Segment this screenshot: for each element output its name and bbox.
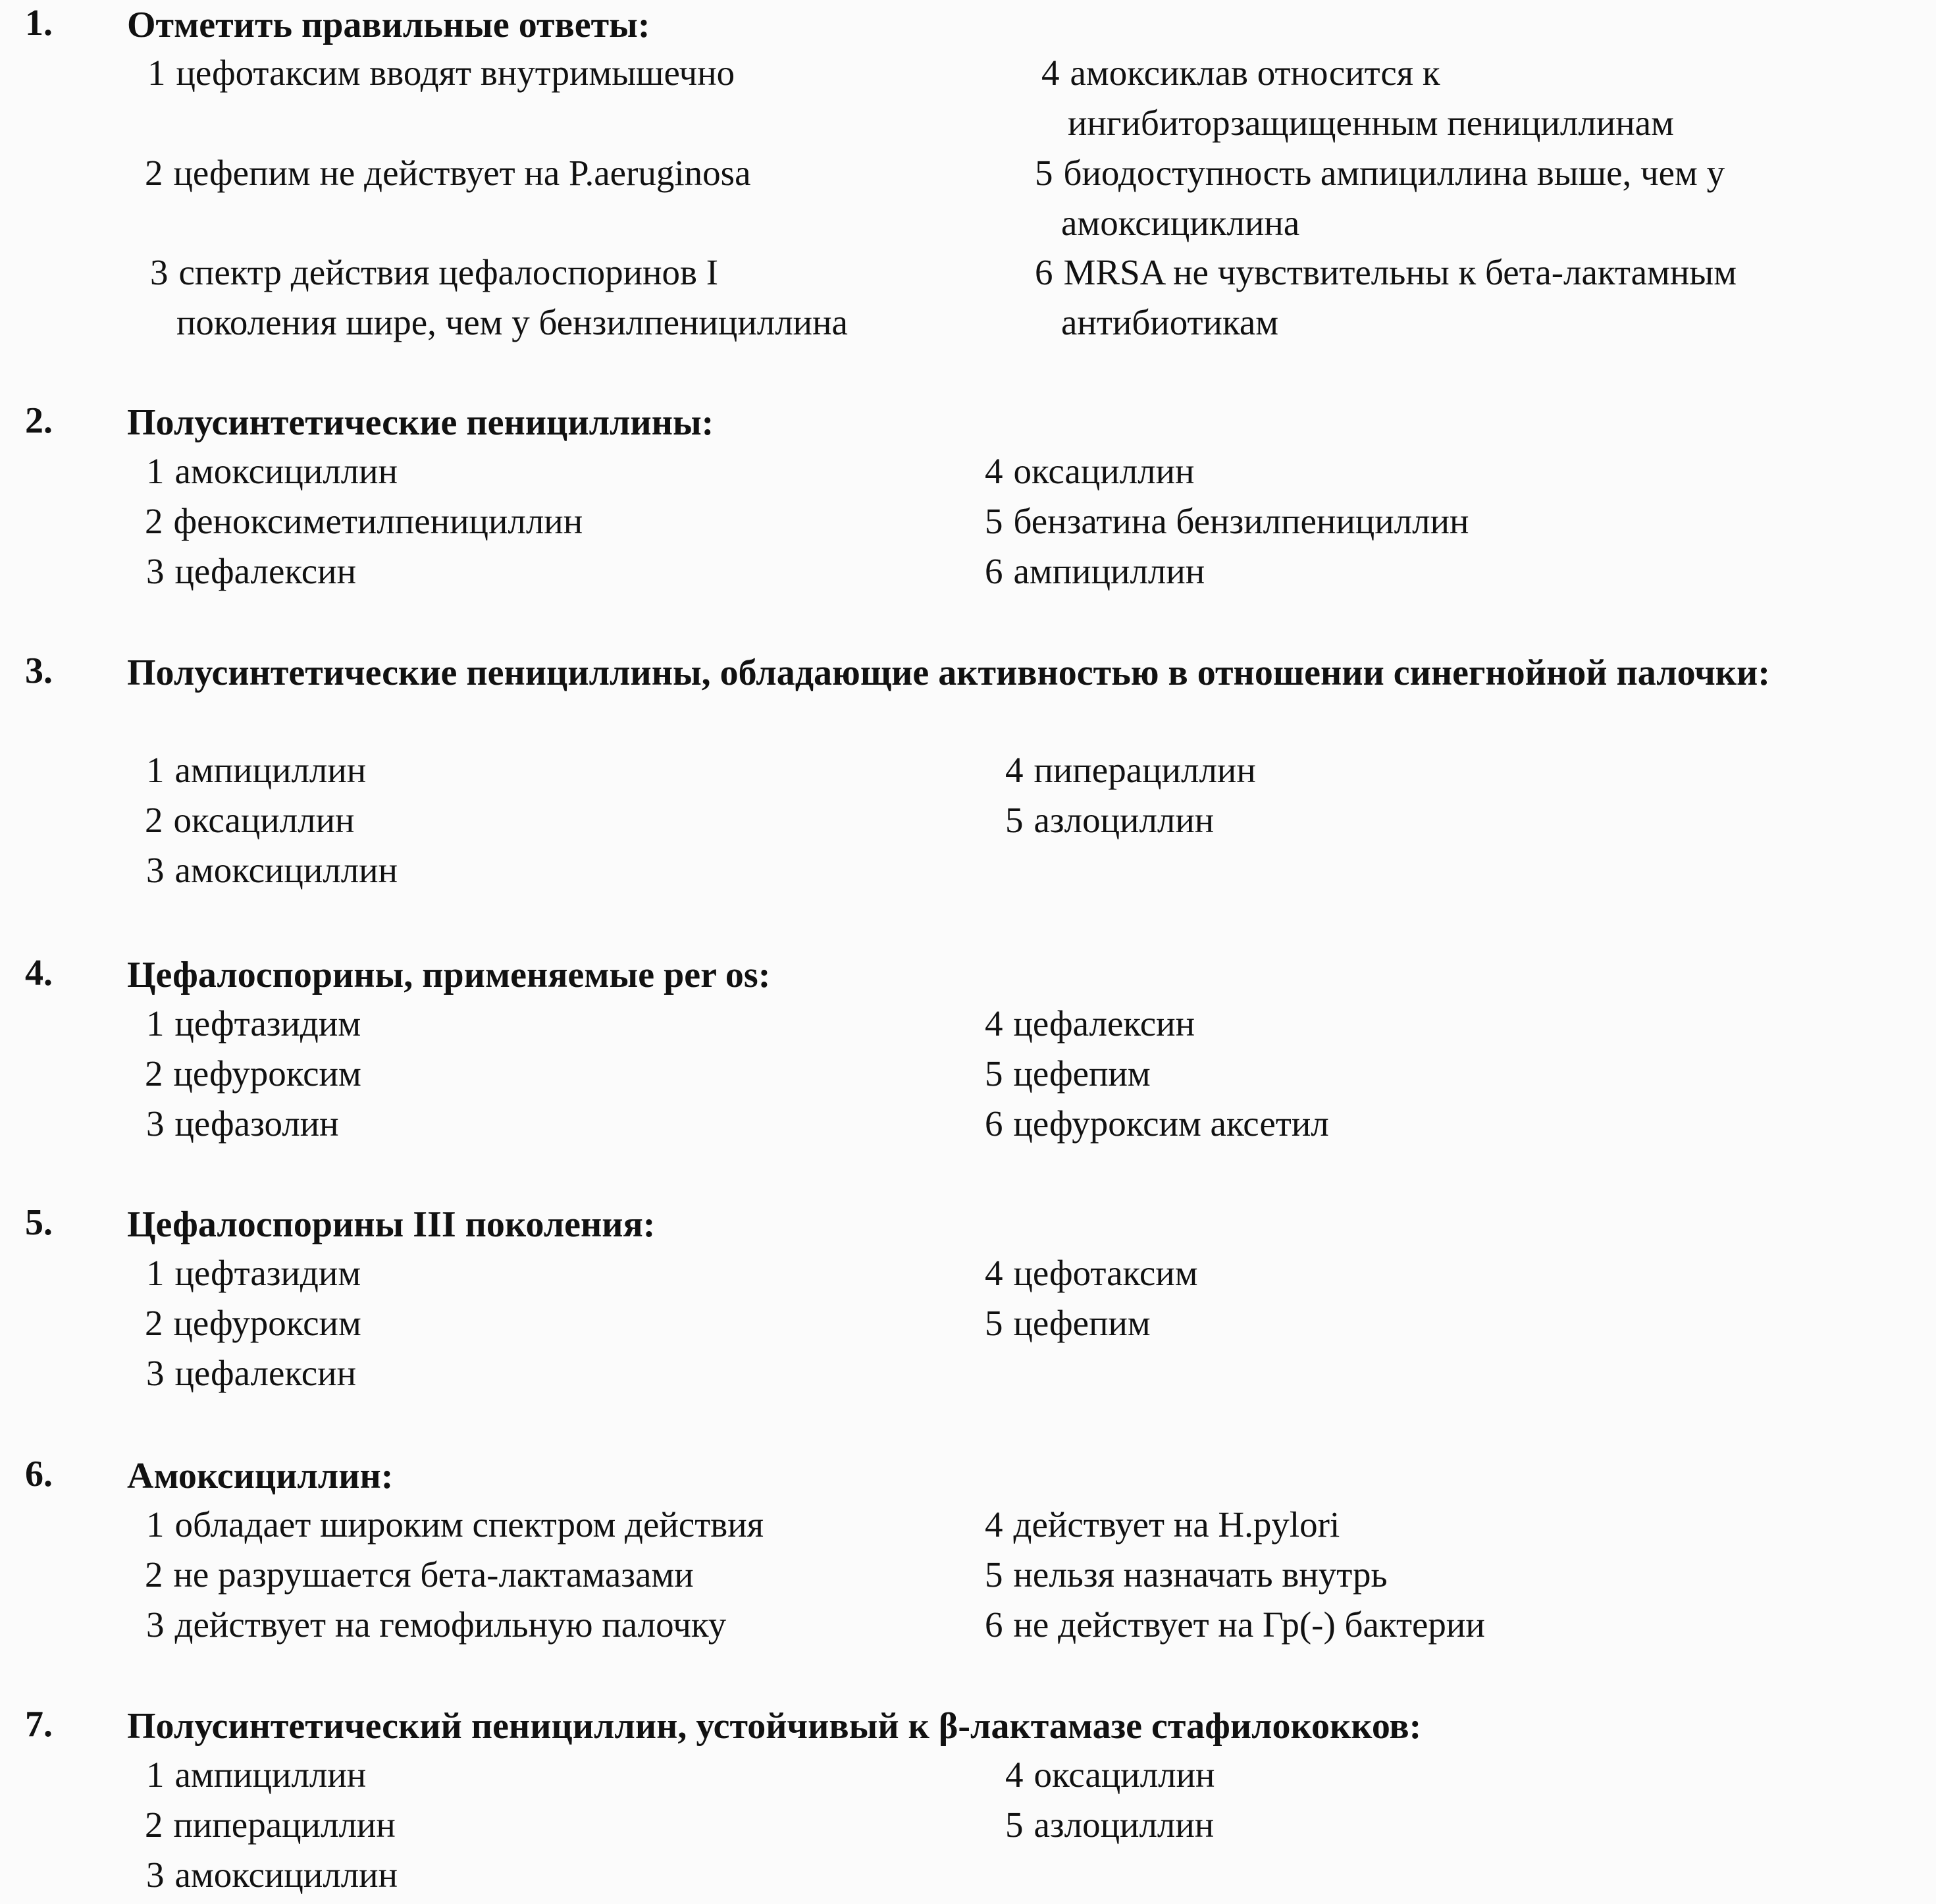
option-4 [985,999,1195,1049]
option-text: биодоступность ампициллина выше, чем у [1063,153,1725,193]
option-number: 4 [1005,1755,1024,1795]
option-text: цефазолин [174,1103,339,1144]
question-number: 7. [25,1704,53,1745]
option-number: 1 [146,750,165,790]
option-text: оксациллин [1033,1755,1215,1795]
question-title: Цефалоспорины, применяемые per os: [127,955,771,995]
option-number: 3 [146,1353,165,1393]
option-text: амоксициллин [174,850,398,890]
option-number: 6 [985,551,1003,591]
option-2 [145,148,751,198]
question-number: 4. [25,953,53,993]
option-1 [146,1750,366,1800]
option-text: ампициллин [174,1755,367,1795]
option-text: цефепим [1013,1303,1151,1343]
option-number: 3 [146,1855,165,1895]
question-number: 6. [25,1454,53,1494]
option-text: не разрушается бета-лактамазами [173,1554,694,1595]
option-text: спектр действия цефалоспоринов I [178,252,719,292]
option-text: цефуроксим аксетил [1013,1103,1329,1144]
option-number: 2 [145,153,163,193]
option-3 [146,1099,339,1149]
option-text-continued: поколения шире, чем у бензилпенициллина [176,302,848,342]
option-text: цефтазидим [174,1253,361,1293]
option-2 [145,1049,361,1099]
option-number: 5 [1035,153,1053,193]
question-title: Отметить правильные ответы: [127,5,650,45]
option-1 [146,999,361,1049]
option-5 [1005,1800,1214,1850]
option-number: 1 [146,1504,165,1545]
option-5 [985,1049,1151,1099]
option-4 [1041,48,1674,148]
option-4 [1005,1750,1215,1800]
option-text: действует на гемофильную палочку [174,1604,727,1645]
option-5 [1035,148,1725,248]
option-text: цефалексин [174,1353,357,1393]
option-1 [146,1500,764,1550]
option-number: 2 [145,1303,163,1343]
option-text: пиперациллин [173,1805,396,1845]
option-5 [985,1550,1388,1600]
option-text: цефалексин [1013,1003,1195,1044]
option-text: бензатина бензилпенициллин [1013,501,1469,541]
option-number: 4 [985,1003,1003,1044]
option-text: амоксициллин [174,451,398,491]
question-title: Полусинтетические пенициллины: [127,402,714,443]
option-2 [145,795,354,845]
option-1 [147,48,735,98]
option-2 [145,1298,361,1348]
option-number: 3 [146,850,165,890]
option-3 [146,1850,398,1900]
option-2 [145,1800,396,1850]
option-text: амоксиклав относится к [1070,53,1440,93]
option-5 [985,1298,1151,1348]
option-5 [985,496,1469,546]
option-number: 4 [985,1253,1003,1293]
option-4 [985,446,1194,496]
option-3 [146,845,398,895]
option-number: 5 [985,501,1003,541]
option-number: 3 [146,1103,165,1144]
option-number: 1 [147,53,166,93]
option-number: 6 [985,1604,1003,1645]
option-text: цефуроксим [173,1303,361,1343]
option-number: 4 [1005,750,1024,790]
option-3 [146,1600,726,1650]
option-text: цефепим не действует на P.aeruginosa [173,153,751,193]
option-text: азлоциллин [1033,1805,1215,1845]
option-text: пиперациллин [1033,750,1256,790]
option-number: 4 [985,451,1003,491]
option-number: 4 [1041,53,1060,93]
question-title: Амоксициллин: [127,1456,394,1496]
option-text: цефтазидим [174,1003,361,1044]
option-number: 2 [145,1053,163,1094]
option-number: 2 [145,1805,163,1845]
option-text: ампициллин [1013,551,1205,591]
option-text-continued: амоксициклина [1061,203,1300,243]
question-number: 1. [25,3,53,43]
option-2 [145,496,583,546]
option-text: цефалексин [174,551,357,591]
option-4 [985,1500,1340,1550]
option-text: цефотаксим [1013,1253,1198,1293]
option-number: 5 [985,1053,1003,1094]
option-3 [146,1348,356,1398]
option-text: амоксициллин [174,1855,398,1895]
option-text: феноксиметилпенициллин [173,501,583,541]
option-number: 1 [146,1253,165,1293]
option-text: цефепим [1013,1053,1151,1094]
question-number: 2. [25,400,53,441]
option-number: 5 [985,1554,1003,1595]
option-1 [146,1248,361,1298]
option-4 [1005,745,1256,795]
option-6 [985,1099,1329,1149]
option-text: цефотаксим вводят внутримышечно [176,53,735,93]
option-number: 5 [985,1303,1003,1343]
option-6 [1035,248,1737,348]
option-text: цефуроксим [173,1053,361,1094]
question-number: 5. [25,1202,53,1243]
option-text: не действует на Гр(-) бактерии [1013,1604,1485,1645]
option-number: 6 [1035,252,1053,292]
option-4 [985,1248,1198,1298]
option-text: азлоциллин [1033,800,1215,840]
option-number: 1 [146,451,165,491]
option-text: оксациллин [173,800,355,840]
option-3 [150,248,848,348]
option-number: 1 [146,1003,165,1044]
question-title: Полусинтетический пенициллин, устойчивый к β-лактамазе стафилококков: [127,1706,1422,1747]
option-2 [145,1550,694,1600]
option-text: действует на H.pylori [1013,1504,1340,1545]
option-text: ампициллин [174,750,367,790]
option-3 [146,546,356,596]
option-number: 4 [985,1504,1003,1545]
question-number: 3. [25,650,53,691]
option-number: 3 [150,252,169,292]
option-1 [146,446,398,496]
option-number: 2 [145,501,163,541]
option-number: 1 [146,1755,165,1795]
option-number: 6 [985,1103,1003,1144]
question-title: Полусинтетические пенициллины, обладающие активностью в отношении синегнойной палочки: [127,652,1770,693]
option-number: 5 [1005,1805,1024,1845]
option-text: нельзя назначать внутрь [1013,1554,1388,1595]
option-text: MRSA не чувствительны к бета-лактамным [1063,252,1737,292]
question-title: Цефалоспорины III поколения: [127,1204,656,1245]
option-text: обладает широким спектром действия [174,1504,764,1545]
option-number: 2 [145,800,163,840]
option-text: оксациллин [1013,451,1195,491]
option-number: 5 [1005,800,1024,840]
option-number: 3 [146,551,165,591]
option-1 [146,745,366,795]
option-text-continued: антибиотикам [1061,302,1279,342]
option-6 [985,546,1205,596]
option-text-continued: ингибиторзащищенным пенициллинам [1068,103,1674,143]
option-6 [985,1600,1485,1650]
option-number: 3 [146,1604,165,1645]
option-5 [1005,795,1214,845]
option-number: 2 [145,1554,163,1595]
